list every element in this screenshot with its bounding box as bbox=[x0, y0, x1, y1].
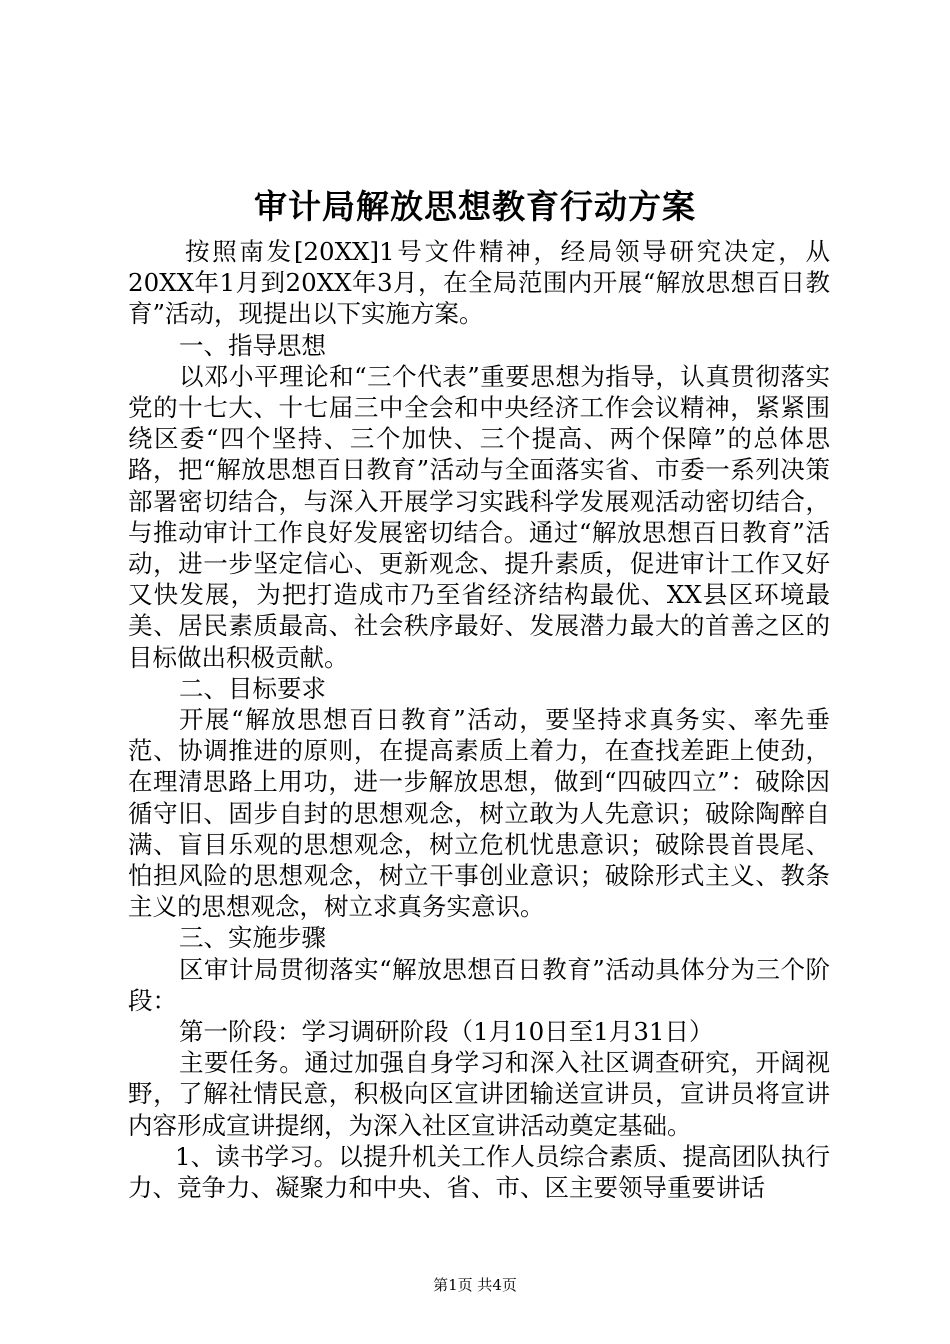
section-heading-steps: 三、实施步骤 bbox=[179, 923, 326, 953]
guiding-thought-paragraph: 以邓小平理论和“三个代表”重要思想为指导，认真贯彻落实党的十七大、十七届三中全会和中央经济工作会议精神，紧紧围绕区委“四个坚持、三个加快、三个提高、两个保障”的总体思路，把“解放思想百日教育”活动与全面落实省、市委一系列决策部署密切结合，与深入开展学习实践科学发展观活动密切结合，与推动审计工作良好发展密切结合。通过“解放思想百日教育”活动，进一步坚定信心、更新观念、提升素质，促进审计工作又好又快发展，为把打造成市乃至省经济结构最优、XX县区环境最美、居民素质最高、社会秩序最好、发展潜力最大的首善之区的目标做出积极贡献。 bbox=[128, 361, 830, 672]
main-tasks-paragraph: 主要任务。通过加强自身学习和深入社区调查研究，开阔视野，了解社情民意，积极向区宣讲团输送宣讲员，宣讲员将宣讲内容形成宣讲提纲，为深入社区宣讲活动奠定基础。 bbox=[128, 1048, 830, 1140]
document-body bbox=[128, 236, 830, 1203]
document-title: 审计局解放思想教育行动方案 bbox=[254, 187, 696, 226]
goals-paragraph: 开展“解放思想百日教育”活动，要坚持求真务实、率先垂范、协调推进的原则，在提高素质上着力，在查找差距上使劲，在理清思路上用功，进一步解放思想，做到“四破四立”：破除因循守旧、固步自封的思想观念，树立敢为人先意识；破除陶醉自满、盲目乐观的思想观念，树立危机忧患意识；破除畏首畏尾、怕担风险的思想观念，树立干事创业意识；破除形式主义、教条主义的思想观念，树立求真务实意识。 bbox=[128, 705, 830, 922]
phase-one-heading: 第一阶段：学习调研阶段（1月10日至1月31日） bbox=[179, 1017, 714, 1047]
section-heading-goals: 二、目标要求 bbox=[179, 673, 326, 703]
page-number-footer: 第1页 共4页 bbox=[433, 1276, 517, 1294]
section-heading-guiding-thought: 一、指导思想 bbox=[179, 330, 326, 360]
intro-paragraph: 按照南发[20XX]1号文件精神，经局领导研究决定，从20XX年1月到20XX年3月，在全局范围内开展“解放思想百日教育”活动，现提出以下实施方案。 bbox=[128, 237, 830, 329]
reading-study-paragraph: 1、读书学习。以提升机关工作人员综合素质、提高团队执行力、竞争力、凝聚力和中央、省、市、区主要领导重要讲话 bbox=[128, 1141, 830, 1203]
steps-intro-paragraph: 区审计局贯彻落实“解放思想百日教育”活动具体分为三个阶段： bbox=[128, 954, 830, 1015]
